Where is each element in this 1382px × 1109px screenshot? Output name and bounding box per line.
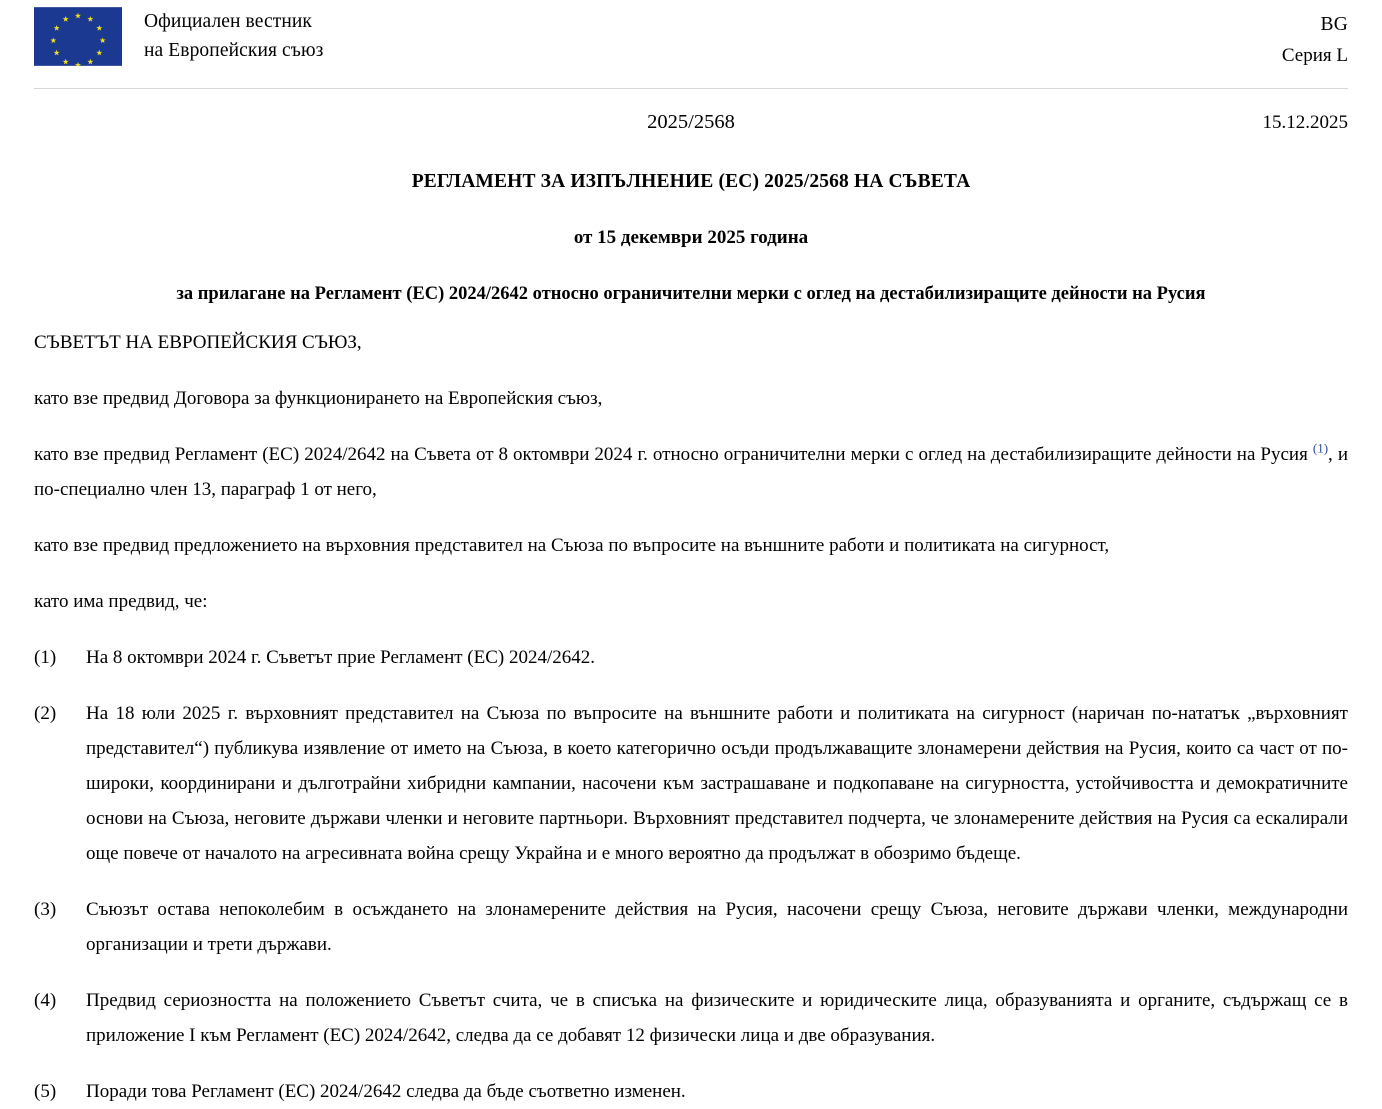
recital-item: [34, 983, 1348, 1053]
masthead-right: [1282, 7, 1348, 71]
recital-item: [34, 640, 1348, 675]
whereas-line: като има предвид, че:: [34, 591, 208, 612]
recital-item: [34, 1074, 1348, 1109]
recital-item: [34, 892, 1348, 962]
recital-text: На 18 юли 2025 г. върховният представител на Съюза по въпросите на външните работи и политиката на сигурност (наричан по-нататък „върховният представител“) публикува изявление от името на Съюза, в което категорично осъди продължаващите злонамерени действия на Русия, които са част от по-широки, координирани и дълготрайни хибридни кампании, насочени към застрашаване и подкопаване на сигурността, устойчивостта и демократичните основи на Съюза, неговите държави членки и неговите партньори. Върховният представител подчерта, че злонамерените действия на Русия са ескалирали още повече от началото на агресивната война срещу Украйна и е много вероятно да продължат в обозримо бъдеще.: [86, 703, 1348, 864]
recital-number: (5): [34, 1081, 57, 1102]
document-body: [34, 325, 1348, 1109]
recital-text: На 8 октомври 2024 г. Съветът прие Регламент (ЕС) 2024/2642.: [86, 647, 596, 668]
series-label: Серия L: [1281, 45, 1348, 66]
eu-flag-icon: [34, 7, 122, 66]
language-code: BG: [1320, 14, 1348, 35]
masthead: [34, 0, 1348, 80]
document-number: 2025/2568: [647, 111, 735, 133]
institution-line: СЪВЕТЪТ НА ЕВРОПЕЙСКИЯ СЪЮЗ,: [34, 332, 362, 353]
regulation-date-line: от 15 декември 2025 година: [573, 227, 809, 248]
recital-number: (1): [34, 647, 57, 668]
citation-regulation-text-before: като взе предвид Регламент (ЕС) 2024/2642 на Съвета от 8 октомври 2024 г. относно ограничителни мерки с оглед на дестабилизиращите дейности на Русия: [34, 444, 1313, 465]
journal-title-line1: Официален вестник: [144, 11, 313, 32]
citation-regulation: [34, 437, 1348, 507]
footnote-reference-link[interactable]: (1): [1312, 440, 1329, 456]
footnote-reference-number: 1: [1317, 440, 1324, 456]
recital-text: Поради това Регламент (ЕС) 2024/2642 следва да бъде съответно изменен.: [86, 1081, 686, 1102]
recital-number: (3): [34, 899, 57, 920]
page-title: РЕГЛАМЕНТ ЗА ИЗПЪЛНЕНИЕ (ЕС) 2025/2568 НА СЪВЕТА: [411, 171, 971, 192]
masthead-left: [34, 7, 323, 66]
recital-number: (4): [34, 990, 57, 1011]
recital-number: (2): [34, 703, 57, 724]
citation-treaty: като взе предвид Договора за функционирането на Европейския съюз,: [34, 388, 603, 409]
journal-masthead-title: [144, 7, 323, 65]
citation-regulation-text-after: , и по-специално член 13, параграф 1 от него,: [34, 444, 1348, 500]
document-id-row: [34, 111, 1348, 155]
masthead-divider: [34, 88, 1348, 89]
regulation-subject-line: за прилагане на Регламент (ЕС) 2024/2642 относно ограничителни мерки с оглед на дестабилизиращите дейности на Русия: [176, 284, 1206, 304]
recital-item: [34, 696, 1348, 871]
journal-title-line2: на Европейския съюз: [144, 40, 324, 61]
recital-text: Предвид сериозността на положението Съветът счита, че в списъка на физическите и юридическите лица, образуванията и органите, съдържащ се в приложение I към Регламент (ЕС) 2024/2642, следва да се добавят 12 физически лица и две образувания.: [86, 990, 1348, 1046]
publication-date: 15.12.2025: [1262, 112, 1348, 133]
recital-text: Съюзът остава непоколебим в осъждането на злонамерените действия на Русия, насочени срещу Съюза, неговите държави членки, международни организации и трети държави.: [86, 899, 1348, 955]
citation-proposal: като взе предвид предложението на върховния представител на Съюза по въпросите на външните работи и политиката на сигурност,: [34, 535, 1110, 556]
title-block: [34, 169, 1348, 307]
